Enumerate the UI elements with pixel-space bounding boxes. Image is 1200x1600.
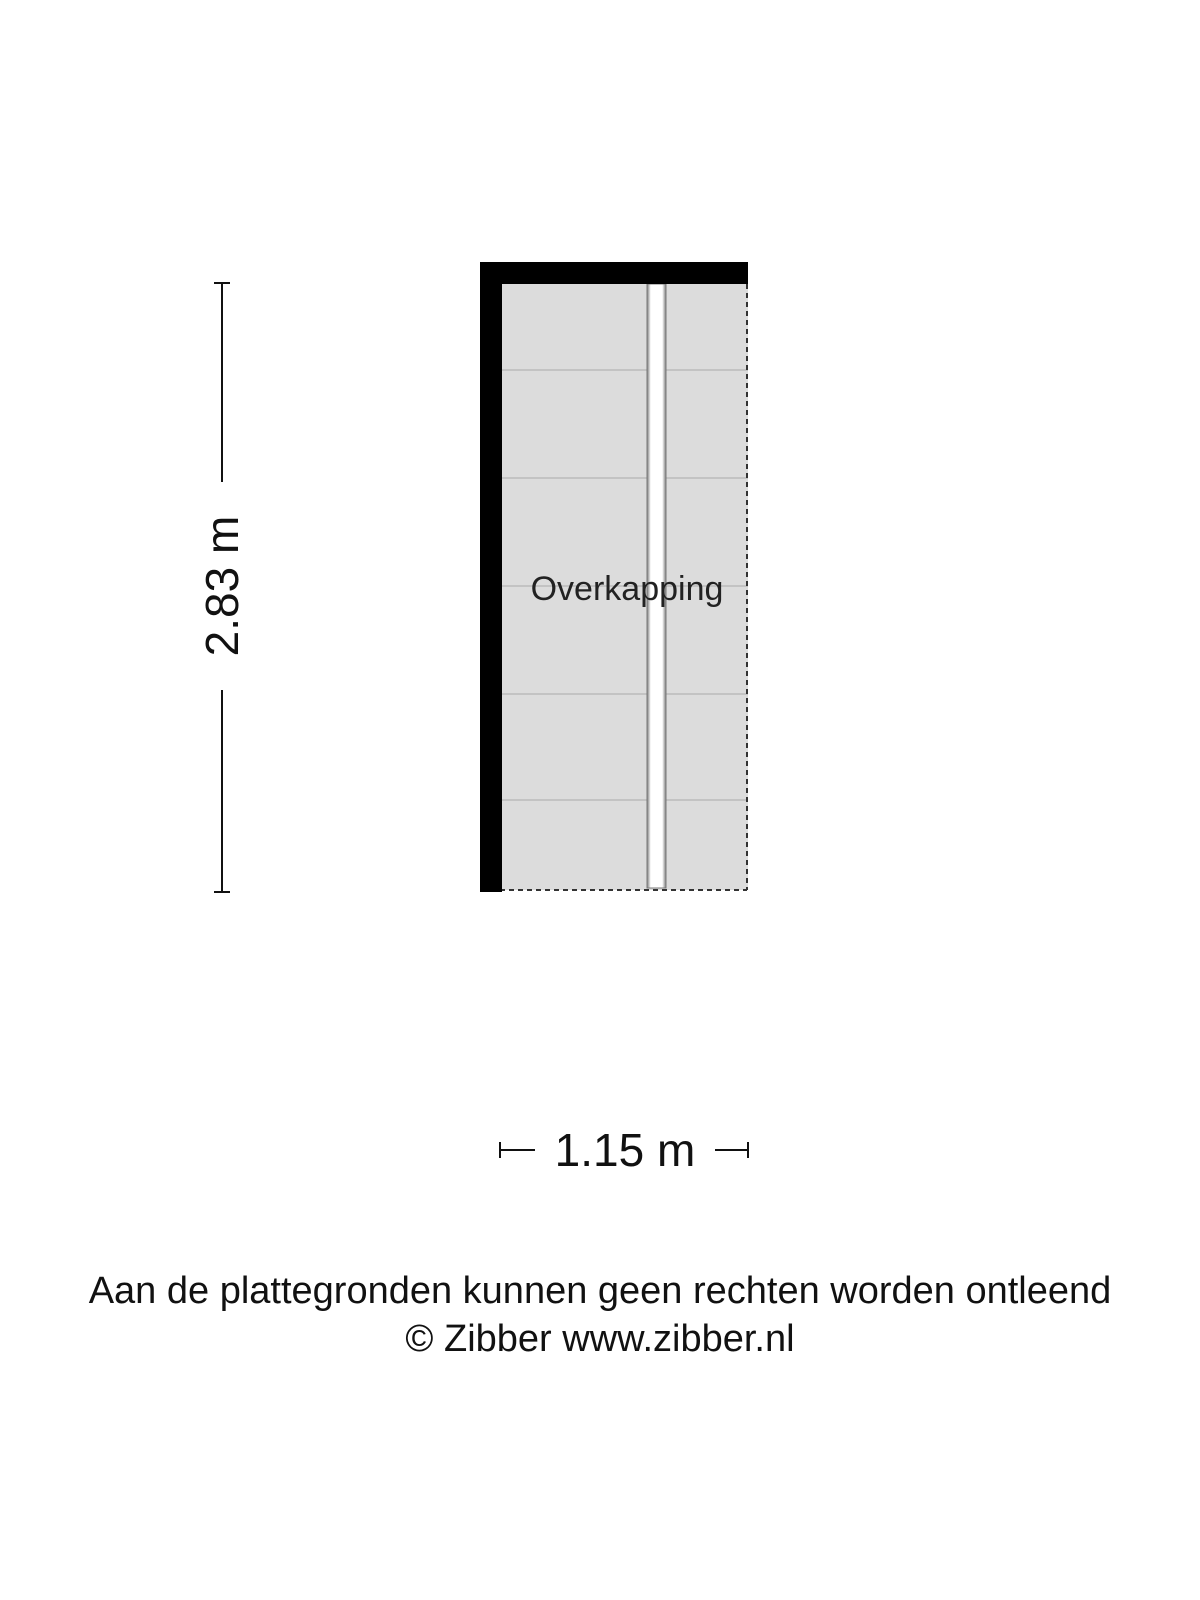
wall-left: [480, 262, 502, 892]
wall-top: [480, 262, 748, 284]
room-label: Overkapping: [530, 570, 724, 608]
height-dimension-label: 2.83 m: [196, 515, 248, 657]
width-dimension-label: 1.15 m: [554, 1124, 696, 1176]
disclaimer-text: Aan de plattegronden kunnen geen rechten worden ontleend: [88, 1270, 1112, 1312]
copyright-text: © Zibber www.zibber.nl: [405, 1318, 795, 1360]
